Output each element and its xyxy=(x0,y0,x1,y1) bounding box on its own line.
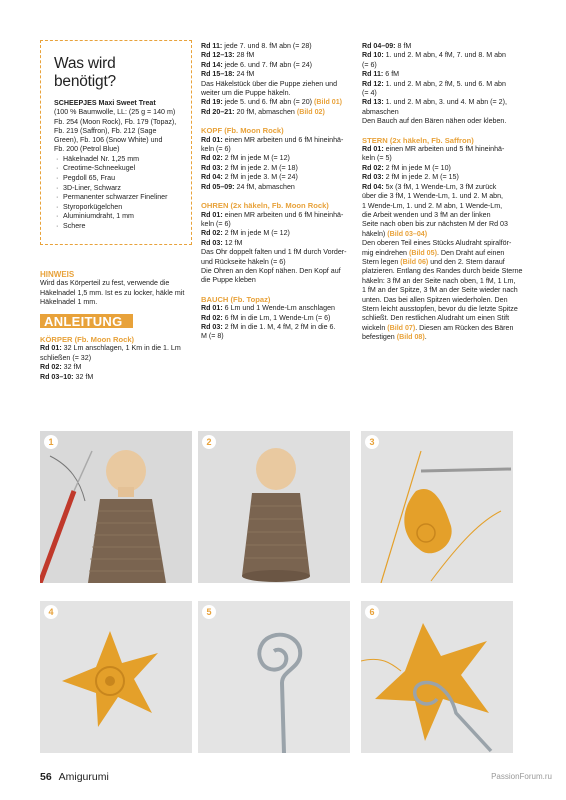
paragraph-line: unten. Das bei allen Spitzen wiederholen. Den xyxy=(362,295,508,304)
materials-list xyxy=(54,155,181,232)
instruction-row: abmaschen xyxy=(362,107,399,116)
doll-body-photo xyxy=(198,431,350,583)
magazine-name: Amigurumi xyxy=(58,771,109,783)
watermark: PassionForum.ru xyxy=(491,772,552,781)
yarn-line: Green), Fb. 106 (Snow White) und xyxy=(54,136,163,145)
instruction-row: Rd 05–09: 24 fM, abmaschen xyxy=(201,182,295,191)
image-ref: (Bild 01) xyxy=(314,98,342,107)
instruction-row: Rd 04: 5x (3 fM, 1 Wende-Lm, 3 fM zurück xyxy=(362,182,497,191)
photo-number: 5 xyxy=(202,605,216,619)
instruction-row: Rd 02: 32 fM xyxy=(40,363,82,372)
section-title-belly: BAUCH (Fb. Topaz) xyxy=(201,294,271,304)
materials-item: · Aluminiumdraht, 1 mm xyxy=(63,212,181,222)
paragraph-line: befestigen (Bild 08). xyxy=(362,333,427,342)
yarn-line: Fb. 219 (Saffron), Fb. 212 (Sage xyxy=(54,126,157,135)
column-1 xyxy=(40,270,200,382)
hint-line: Wird das Körperteil zu fest, verwende die xyxy=(40,279,170,288)
paragraph-line: wickeln (Bild 07). Diesen am Rücken des Bären xyxy=(362,323,514,332)
yarn-brand: SCHEEPJES Maxi Sweet Treat xyxy=(54,99,156,107)
photo-number: 4 xyxy=(44,605,58,619)
photo-2 xyxy=(198,431,350,583)
paragraph-line: häkeln: 3 fM an der Seite nach oben, 1 fM, 1 Lm, xyxy=(362,276,516,285)
instruction-row: und Rückseite häkeln (= 6) xyxy=(201,257,286,266)
instruction-row: über die 3 fM, 1 Wende-Lm, 1. und 2. M abn, xyxy=(362,192,504,201)
instruction-row: häkeln) (Bild 03–04) xyxy=(362,229,428,238)
instruction-row: Das Häkelstück über die Puppe ziehen und xyxy=(201,79,338,88)
column-3 xyxy=(362,42,532,343)
instruction-row: Rd 03: 2 fM in jede 2. M (= 18) xyxy=(201,163,298,172)
yarn-line: (100 % Baumwolle, LL: (25 g = 140 m) xyxy=(54,108,176,117)
instruction-row: Rd 12–13: 28 fM xyxy=(201,51,255,60)
instruction-row: Rd 03: 2 fM in jede 2. M (= 15) xyxy=(362,173,459,182)
instruction-row: Rd 01: 32 Lm anschlagen, 1 Km in die 1. Lm xyxy=(40,344,181,353)
section-title-head: KOPF (Fb. Moon Rock) xyxy=(201,126,284,136)
instruction-row: Rd 04: 2 fM in jede 3. M (= 24) xyxy=(201,173,298,182)
crochet-star-photo xyxy=(40,601,192,753)
instruction-row: Rd 03–10: 32 fM xyxy=(40,372,94,381)
yarn-line: Fb. 200 (Petrol Blue) xyxy=(54,145,120,154)
instruction-row: Rd 03: 2 fM in die 1. M, 4 fM, 2 fM in die 6. xyxy=(201,322,336,331)
photo-4 xyxy=(40,601,192,753)
materials-item: · Häkelnadel Nr. 1,25 mm xyxy=(63,155,181,165)
instruction-row: Rd 01: 6 Lm und 1 Wende-Lm anschlagen xyxy=(201,304,335,313)
instruction-row: keln (= 5) xyxy=(362,154,392,163)
materials-title: Was wird benötigt? xyxy=(54,55,116,90)
instruction-row: Rd 02: 2 fM in jede M (= 10) xyxy=(362,163,451,172)
materials-item: · Styroporkügelchen xyxy=(63,203,181,213)
page-number: 56 xyxy=(40,771,52,783)
photo-3 xyxy=(361,431,513,583)
instruction-row: keln (= 6) xyxy=(201,145,231,154)
instruction-row: Seite nach oben bis zur nächsten M der Rd 03 xyxy=(362,220,508,229)
doll-body-photo xyxy=(40,431,192,583)
instruction-row: weiter um die Puppe häkeln. xyxy=(201,89,291,98)
page-footer xyxy=(40,771,109,783)
materials-item: · Pegdoll 65, Frau xyxy=(63,174,181,184)
section-title-star: STERN (2x häkeln, Fb. Saffron) xyxy=(362,135,474,145)
instruction-row: Rd 12: 1. und 2. M abn, 2 fM, 5. und 6. M abn xyxy=(362,79,506,88)
materials-item: · 3D-Liner, Schwarz xyxy=(63,184,181,194)
instruction-row: M (= 8) xyxy=(201,332,224,341)
hint-line: Häkelnadel 1,5 mm. Ist es zu locker, häkle mit xyxy=(40,288,185,297)
instruction-row: Rd 19: jede 5. und 6. fM abn (= 20) (Bild 01) xyxy=(201,98,342,107)
instruction-row: Rd 01: einen MR arbeiten und 6 fM hineinhä- xyxy=(201,135,344,144)
paragraph-line: Stern leicht ausstopfen, bevor du die letzte Spitze xyxy=(362,304,518,313)
paragraph-line: schließt. Den restlichen Aludraht um einen Stift xyxy=(362,314,510,323)
photo-number: 2 xyxy=(202,435,216,449)
instruction-row: Rd 11: jede 7. und 8. fM abn (= 28) xyxy=(201,42,312,50)
photo-number: 1 xyxy=(44,435,58,449)
materials-box xyxy=(40,40,192,245)
instruction-row: die Puppe kleben xyxy=(201,276,256,285)
paragraph-line: Stern legen (Bild 06) und den 2. Stern darauf xyxy=(362,257,505,266)
yarn-line: Fb. 254 (Moon Rock), Fb. 179 (Topaz), xyxy=(54,117,177,126)
photo-5 xyxy=(198,601,350,753)
instruction-row: (= 6) xyxy=(362,60,377,69)
instruction-row: Rd 04–09: 8 fM xyxy=(362,42,412,50)
instruction-row: keln (= 6) xyxy=(201,219,231,228)
star-progress-photo xyxy=(361,431,513,583)
section-title-ears: OHREN (2x häkeln, Fb. Moon Rock) xyxy=(201,201,329,211)
paragraph-line: mig eindrehen (Bild 05). Den Draht auf einen xyxy=(362,248,505,257)
instructions-banner: ANLEITUNG xyxy=(40,314,133,328)
instruction-row: Den Bauch auf den Bären nähen oder kleben. xyxy=(362,117,507,126)
hint-title: HINWEIS xyxy=(40,270,75,279)
star-with-wire-photo xyxy=(361,601,513,753)
instruction-row: Das Ohr doppelt falten und 1 fM durch Vorder- xyxy=(201,248,347,257)
paragraph-line: Den oberen Teil eines Stücks Aludraht spiralför- xyxy=(362,239,512,248)
instruction-row: Rd 14: jede 6. und 7. fM abn (= 24) xyxy=(201,60,313,69)
instruction-row: 1 Wende-Lm, 1. und 2. M abn, 1 Wende-Lm, xyxy=(362,201,503,210)
instruction-row: schließen (= 32) xyxy=(40,353,92,362)
instruction-row: Rd 03: 12 fM xyxy=(201,238,243,247)
image-ref: (Bild 03–04) xyxy=(387,229,428,238)
hint-line: Häkelnadel 1 mm. xyxy=(40,298,98,307)
paragraph-line: platzieren. Entlang des Randes durch beide Sterne xyxy=(362,267,523,276)
image-ref: (Bild 02) xyxy=(296,107,325,116)
photo-6 xyxy=(361,601,513,753)
photo-1 xyxy=(40,431,192,583)
instruction-row: Rd 10: 1. und 2. M abn, 4 fM, 7. und 8. M abn xyxy=(362,51,506,60)
instruction-row: Rd 11: 6 fM xyxy=(362,70,400,79)
section-title-body: KÖRPER (Fb. Moon Rock) xyxy=(40,335,135,345)
instruction-row: Rd 01: einen MR arbeiten und 6 fM hineinhä- xyxy=(201,210,344,219)
photo-number: 3 xyxy=(365,435,379,449)
instruction-row: Rd 15–18: 24 fM xyxy=(201,70,255,79)
photo-number: 6 xyxy=(365,605,379,619)
instruction-row: Rd 01: einen MR arbeiten und 5 fM hineinhä- xyxy=(362,145,505,154)
column-2 xyxy=(201,42,361,342)
materials-item: · Schere xyxy=(63,222,181,232)
instruction-row: Rd 20–21: 20 fM, abmaschen (Bild 02) xyxy=(201,107,325,116)
instruction-row: die Arbeit wenden und 3 fM an der linken xyxy=(362,210,491,219)
instruction-row: (= 4) xyxy=(362,89,377,98)
instruction-row: Rd 13: 1. und 2. M abn, 3. und 4. M abn (= 2), xyxy=(362,98,507,107)
instruction-row: Rd 02: 6 fM in die Lm, 1 Wende-Lm (= 6) xyxy=(201,313,331,322)
materials-item: · Permanenter schwarzer Fineliner xyxy=(63,193,181,203)
instruction-row: Die Ohren an den Kopf nähen. Den Kopf auf xyxy=(201,266,341,275)
wire-spiral-photo xyxy=(198,601,350,753)
paragraph-line: 1 fM an der Spitze, 3 fM an der Seite wieder nach xyxy=(362,286,518,295)
instruction-row: Rd 02: 2 fM in jede M (= 12) xyxy=(201,154,290,163)
instruction-row: Rd 02: 2 fM in jede M (= 12) xyxy=(201,229,290,238)
materials-item: · Creotime-Schneekugel xyxy=(63,164,181,174)
